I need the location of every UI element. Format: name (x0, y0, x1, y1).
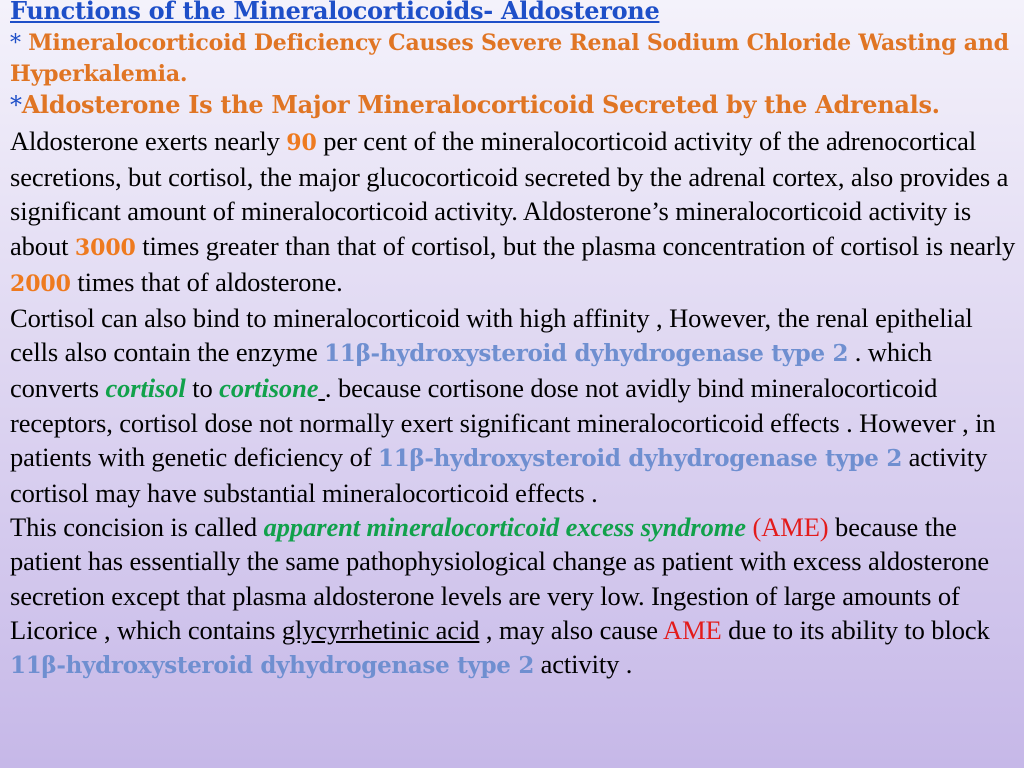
text-run: , may also cause (479, 614, 664, 645)
bullet-aldosterone-major (10, 90, 1016, 119)
text-run: Aldosterone exerts nearly (10, 126, 287, 156)
text-run: because the patient has essentially the same pathophysiological change as patient with excess aldosterone secretion except that plasma aldosterone levels are very low. Ingestion of large amounts of Licorice , which contains (10, 512, 990, 645)
text-run: times that of aldosterone. (70, 266, 343, 297)
text-run: per cent of the mineralocorticoid activity of the adrenocortical secretions, but cortisol, the major glucocorticoid secreted by the adrenal cortex, also provides a significant amount of mineralocorticoid activity. Aldosterone’s mineralocorticoid activity is about (10, 126, 1009, 261)
text-run: due to its ability to block (721, 614, 990, 645)
bullet-star: * (10, 91, 22, 119)
text-run: activity cortisol may have substantial mineralocorticoid effects . (10, 441, 988, 509)
text-run: times greater than that of cortisol, but the plasma concentration of cortisol is nearly (135, 230, 1016, 261)
bullet-star: * (10, 31, 21, 56)
abbr-ame: (AME) (745, 512, 829, 543)
slide-title: Functions of the Mineralocorticoids- Aldosterone (10, 0, 660, 25)
term-ame-syndrome: apparent mineralocorticoid excess syndrome (263, 512, 746, 543)
paragraph-cortisol-binding (10, 301, 1016, 510)
term-cortisone: cortisone (219, 373, 319, 404)
highlight-number-3000: 3000 (74, 234, 136, 261)
bullet-mineralocorticoid-deficiency (10, 28, 1016, 89)
enzyme-name: 11β-hydroxysteroid dyhydrogenase type 2 (10, 652, 535, 680)
text-run: activity . (534, 649, 633, 680)
text-run: . which converts (10, 337, 933, 404)
bullet-text: Mineralocorticoid Deficiency Causes Severe Renal Sodium Chloride Wasting and Hyperkalemia. (10, 30, 1009, 87)
bullet-text: Aldosterone Is the Major Mineralocorticoid Secreted by the Adrenals. (21, 90, 940, 119)
highlight-number-90: 90 (286, 130, 317, 156)
text-run: . because cortisone dose not avidly bind mineralocorticoid receptors, cortisol dose not normally exert significant mineralocorticoid effects . However , in patients with genetic deficiency of (10, 373, 996, 472)
term-glycyrrhetinic-acid: glycyrrhetinic acid (281, 614, 480, 645)
paragraph-ame-syndrome (10, 510, 1016, 683)
body-text (10, 124, 1016, 768)
term-cortisol: cortisol (105, 373, 186, 404)
enzyme-name: 11β-hydroxysteroid dyhydrogenase type 2 (324, 340, 849, 368)
text-run: Cortisol can also bind to mineralocorticoid with high affinity , However, the renal epithelial cells also contain the enzyme (10, 303, 973, 368)
highlight-number-2000: 2000 (10, 270, 71, 297)
text-run: to (185, 373, 220, 404)
paragraph-aldosterone-activity (10, 124, 1016, 301)
abbr-ame: AME (663, 614, 722, 645)
text-run: This concision is called (10, 512, 264, 543)
enzyme-name: 11β-hydroxysteroid dyhydrogenase type 2 (378, 444, 903, 472)
